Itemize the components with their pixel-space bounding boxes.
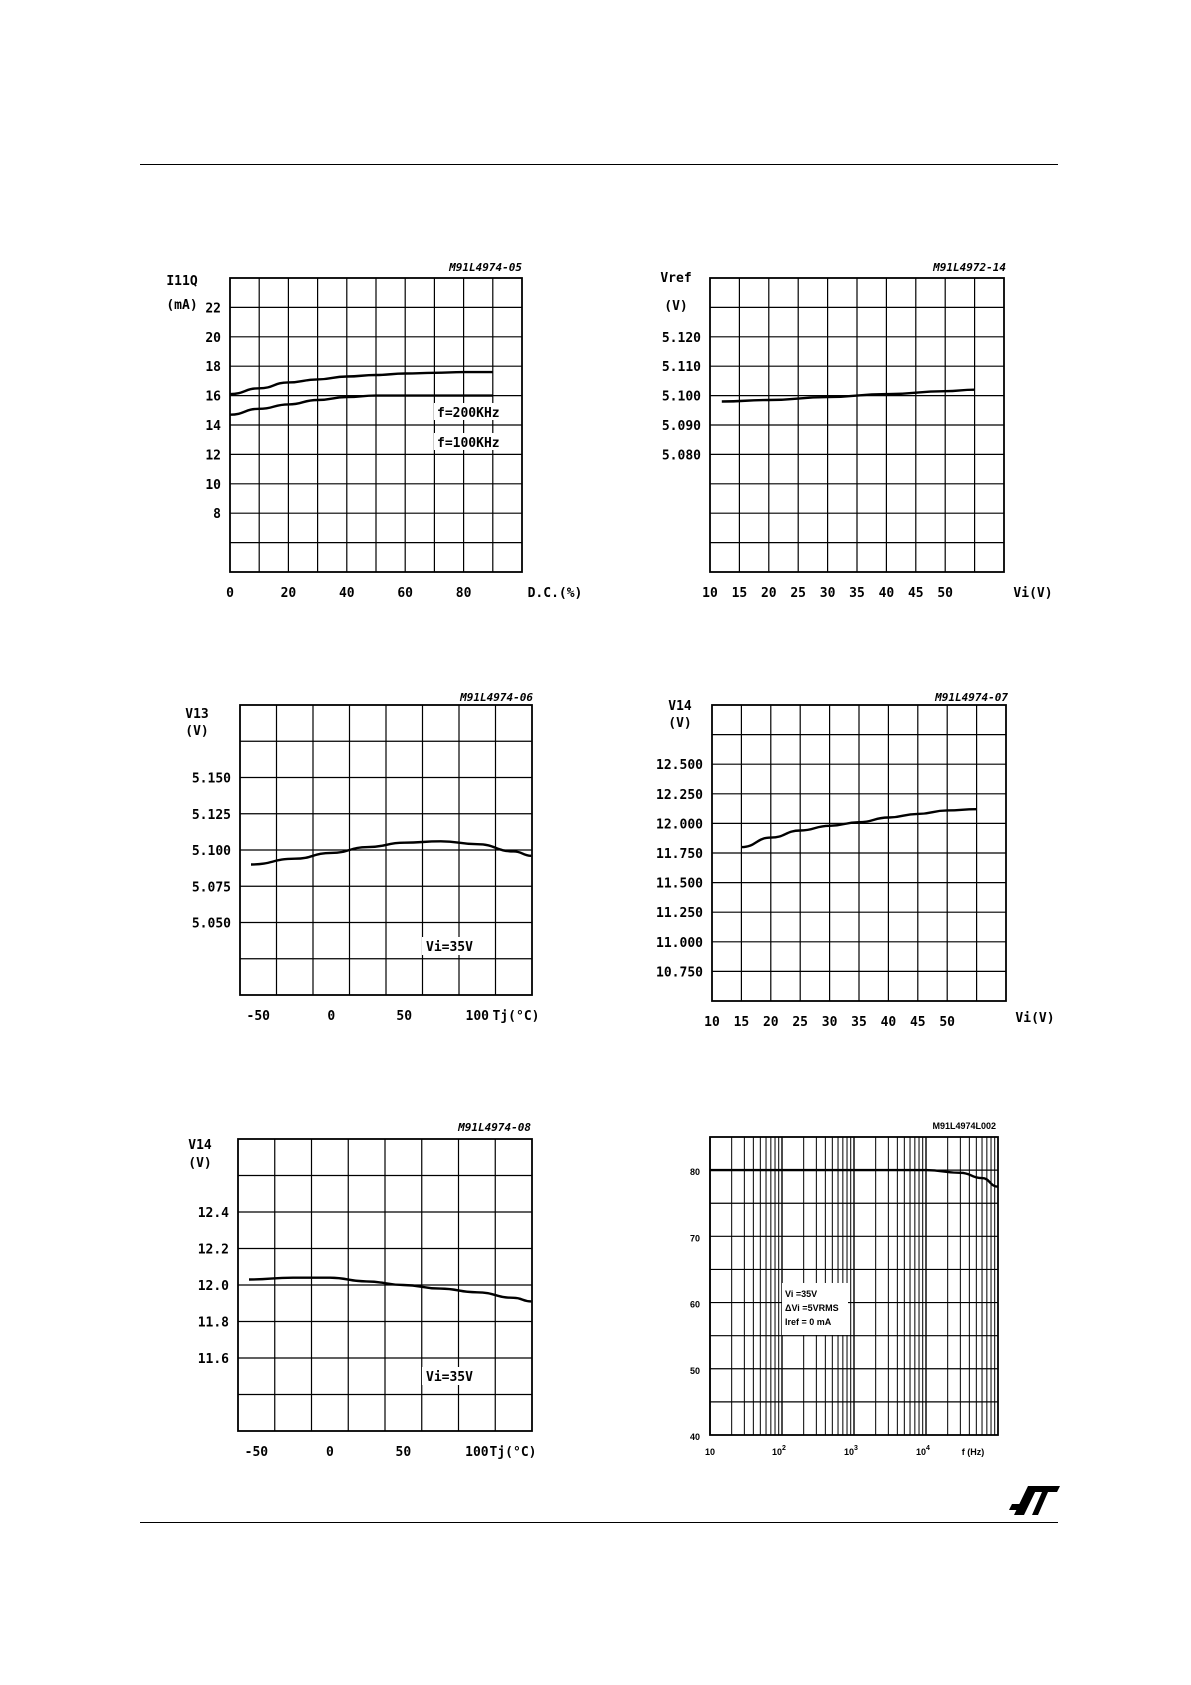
- x-tick-label: $10^2$: [772, 1445, 786, 1457]
- x-tick-labels: [247, 1009, 490, 1024]
- x-tick-label: 25: [792, 1015, 809, 1030]
- figure-code: M91L4974-07: [935, 691, 1008, 704]
- y-tick-label: 14: [205, 419, 221, 434]
- figure-code: M91L4974-05: [449, 261, 522, 274]
- x-tick-label: 40: [338, 586, 355, 601]
- x-tick-label: 60: [397, 586, 414, 601]
- y-tick-labels: [205, 301, 221, 522]
- y-tick-label: 40: [689, 1432, 700, 1442]
- y-tick-label: 5.150: [191, 771, 231, 787]
- y-axis-unit: (V): [668, 716, 692, 731]
- y-tick-label: 5.100: [191, 844, 231, 859]
- x-tick-label: 50: [937, 586, 954, 601]
- y-tick-label: 10: [205, 477, 221, 493]
- y-tick-label: 5.075: [191, 880, 231, 896]
- x-tick-label: 50: [395, 1445, 412, 1460]
- st-logo-icon: [1008, 1484, 1060, 1516]
- y-tick-labels: [656, 758, 703, 980]
- y-tick-label: 20: [205, 330, 221, 346]
- y-tick-label: 12.250: [656, 787, 703, 803]
- x-tick-label: 45: [909, 1015, 926, 1030]
- y-axis-label: Vref: [660, 271, 692, 286]
- y-tick-label: 11.000: [656, 935, 703, 951]
- x-tick-label: 20: [762, 1015, 779, 1030]
- y-tick-label: 50: [689, 1365, 700, 1376]
- y-tick-label: 11.8: [197, 1315, 229, 1331]
- x-tick-label: 35: [851, 1015, 867, 1030]
- x-tick-label: $10^3$: [844, 1445, 858, 1457]
- condition-label: Vi=35V: [426, 940, 473, 955]
- x-tick-label: 25: [790, 586, 807, 601]
- series-line-1: [230, 372, 493, 394]
- x-tick-label: 40: [878, 586, 895, 601]
- series-lines: [251, 841, 531, 864]
- y-tick-label: 80: [689, 1167, 700, 1178]
- y-tick-label: 10.750: [656, 965, 703, 981]
- y-tick-label: 60: [689, 1299, 700, 1310]
- x-tick-label: 100: [465, 1445, 489, 1460]
- x-tick-labels: [704, 1015, 955, 1030]
- y-axis-label: V14: [188, 1138, 212, 1153]
- y-axis-unit: (V): [664, 299, 688, 314]
- x-tick-label: 0: [226, 586, 234, 601]
- plot-grid: [710, 1137, 998, 1435]
- x-axis-label: f (Hz): [961, 1447, 985, 1457]
- x-tick-label: 15: [733, 1015, 750, 1030]
- x-tick-label: 80: [455, 586, 472, 601]
- condition-delta-vi: ΔVi =5VRMS: [785, 1303, 839, 1313]
- y-tick-label: 12.4: [197, 1206, 229, 1221]
- series-line-1: [251, 841, 531, 864]
- x-axis-label: Tj(°C): [492, 1009, 540, 1024]
- figure-code: M91L4972-14: [933, 261, 1006, 274]
- x-tick-label: 30: [819, 586, 836, 601]
- x-axis-label: Vi(V): [1015, 1011, 1055, 1026]
- y-tick-label: 5.110: [661, 360, 701, 376]
- condition-vi: Vi =35V: [785, 1289, 818, 1299]
- plot-grid: [238, 1139, 532, 1431]
- x-tick-label: 100: [465, 1009, 489, 1024]
- legend-box-100khz: [434, 433, 518, 451]
- y-tick-label: 11.6: [197, 1352, 229, 1367]
- y-tick-label: 12: [205, 448, 221, 464]
- y-tick-label: 12.500: [656, 758, 703, 774]
- y-tick-label: 5.125: [191, 807, 231, 823]
- y-axis-label: I11Q: [166, 274, 198, 289]
- y-axis-label: V14: [668, 699, 692, 714]
- y-tick-label: 12.2: [197, 1242, 229, 1258]
- chart-iq-vs-duty-cycle: [150, 255, 583, 610]
- series-label-200khz: f=200KHz: [437, 406, 500, 421]
- series-lines: [249, 1278, 531, 1302]
- x-tick-labels: [702, 586, 953, 601]
- legend-box-200khz: [434, 403, 518, 421]
- y-tick-labels: [192, 772, 231, 932]
- series-label-100khz: f=100KHz: [437, 436, 500, 451]
- condition-label: Vi=35V: [426, 1370, 473, 1385]
- x-tick-label: 40: [880, 1015, 897, 1030]
- figure-code: M91L4974-08: [458, 1121, 531, 1134]
- x-tick-label: 50: [939, 1015, 956, 1030]
- condition-box: [422, 1367, 492, 1385]
- plot-grid: [230, 278, 522, 572]
- figure-code: M91L4974L002: [932, 1121, 996, 1131]
- y-axis-unit: (V): [185, 724, 209, 739]
- x-tick-label: 20: [280, 586, 297, 601]
- x-tick-label: 35: [849, 586, 865, 601]
- x-tick-labels: [705, 1445, 930, 1457]
- chart-svr-vs-frequency: [660, 1115, 1020, 1470]
- condition-box: [782, 1283, 848, 1335]
- y-tick-label: 16: [205, 389, 221, 405]
- y-tick-label: 22: [205, 301, 221, 317]
- bottom-rule: [140, 1522, 1058, 1523]
- y-tick-label: 11.750: [656, 847, 703, 862]
- x-axis-label: D.C.(%): [527, 586, 583, 601]
- x-tick-label: 50: [396, 1009, 413, 1024]
- y-tick-labels: [662, 331, 701, 464]
- x-tick-label: 10: [704, 1447, 716, 1457]
- x-tick-labels: [245, 1445, 489, 1460]
- chart-v14-vs-vi: [630, 685, 1055, 1040]
- x-tick-label: $10^4$: [916, 1445, 930, 1457]
- condition-iref: Iref = 0 mA: [785, 1317, 832, 1327]
- x-tick-label: 0: [327, 1009, 336, 1024]
- x-axis-label: Vi(V): [1013, 586, 1053, 601]
- y-tick-label: 18: [205, 360, 221, 376]
- x-axis-label: Tj(°C): [489, 1445, 537, 1460]
- x-tick-label: 45: [907, 586, 924, 601]
- y-tick-label: 12.000: [656, 817, 703, 833]
- y-tick-label: 5.090: [661, 419, 701, 434]
- x-tick-label: 0: [325, 1445, 334, 1460]
- y-tick-label: 5.120: [661, 330, 701, 346]
- y-axis-unit: (mA): [166, 298, 198, 313]
- x-tick-label: 15: [731, 586, 748, 601]
- plot-grid: [712, 705, 1006, 1001]
- x-tick-label: 20: [760, 586, 777, 601]
- x-tick-label: -50: [246, 1009, 270, 1024]
- y-tick-labels: [198, 1206, 229, 1367]
- y-axis-unit: (V): [188, 1156, 212, 1171]
- y-tick-label: 5.100: [661, 389, 701, 405]
- plot-grid: [710, 278, 1004, 572]
- y-tick-label: 70: [689, 1233, 700, 1244]
- y-tick-labels: [690, 1167, 700, 1442]
- y-tick-label: 8: [213, 507, 221, 523]
- top-rule: [140, 164, 1058, 165]
- y-tick-label: 11.500: [656, 876, 703, 892]
- x-tick-label: 10: [704, 1015, 720, 1030]
- y-tick-label: 12.0: [197, 1279, 229, 1294]
- y-axis-label: V13: [185, 707, 209, 722]
- series-line-1: [249, 1278, 531, 1302]
- chart-vref-vs-vi: [630, 255, 1053, 610]
- condition-box: [422, 937, 490, 955]
- y-tick-label: 11.250: [656, 906, 703, 922]
- x-tick-label: -50: [244, 1445, 269, 1460]
- figure-code: M91L4974-06: [460, 691, 533, 704]
- chart-v14-vs-tj: [160, 1115, 580, 1470]
- y-tick-label: 5.050: [191, 916, 231, 932]
- y-tick-label: 5.080: [661, 448, 701, 464]
- x-tick-labels: [226, 586, 472, 601]
- x-tick-label: 10: [702, 586, 718, 601]
- x-tick-label: 30: [821, 1015, 838, 1030]
- chart-v13-vs-tj: [160, 685, 580, 1040]
